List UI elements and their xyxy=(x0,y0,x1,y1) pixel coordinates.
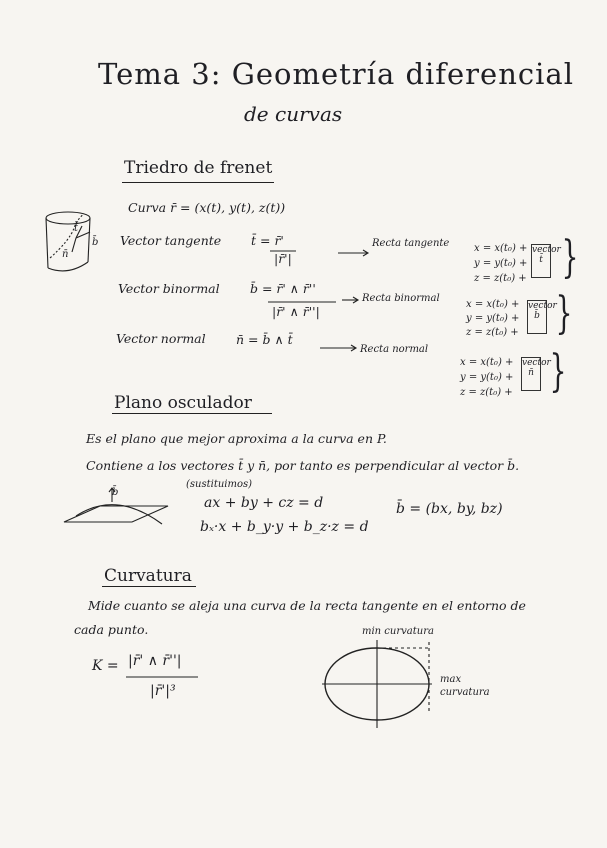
plane-equation: ax + by + cz = d xyxy=(204,495,324,511)
tangent-formula: t̄ = r̄' xyxy=(251,233,284,248)
system-line: z = z(t₀) + xyxy=(474,273,527,284)
system-brace: } xyxy=(549,346,567,397)
system-line: y = y(t₀) + xyxy=(466,313,520,324)
curvatura-description: Mide cuanto se aleja una curva de la recta tangente en el entorno de xyxy=(88,598,526,613)
curve-definition: Curva r̄ = (x(t), y(t), z(t)) xyxy=(128,200,286,215)
sketch-label-t: t̄ xyxy=(74,223,79,234)
normal-vector-box: vector n̄ xyxy=(521,357,541,391)
curvature-denominator: |r̄'|³ xyxy=(150,683,176,699)
max-curvature-label: curvatura xyxy=(440,687,490,698)
system-line: y = y(t₀) + xyxy=(474,258,528,269)
plano-description: Contiene a los vectores t̄ y n̄, por tanto es perpendicular al vector b̄. xyxy=(86,458,520,473)
binormal-components: b̄ = (bx, by, bz) xyxy=(396,501,503,517)
page-title: Tema 3: Geometría diferencial xyxy=(98,57,574,91)
system-line: y = y(t₀) + xyxy=(460,372,514,383)
system-line: z = z(t₀) + xyxy=(460,387,513,398)
system-line: x = x(t₀) + xyxy=(466,299,520,310)
line-arrows xyxy=(320,250,368,351)
plano-note: (sustituimos) xyxy=(186,479,253,490)
system-line: x = x(t₀) + xyxy=(460,357,514,368)
plane-sketch xyxy=(64,488,168,524)
system-brace: } xyxy=(555,288,573,339)
binormal-line-label: Recta binormal xyxy=(362,293,440,304)
binormal-vector-box: vector b̄ xyxy=(527,300,547,334)
section-heading-curvatura: Curvatura xyxy=(104,566,192,586)
sketch-label-b: b̄ xyxy=(92,237,99,248)
binormal-denominator: |r̄' ∧ r̄''| xyxy=(272,304,320,319)
max-curvature-label: max xyxy=(440,674,462,685)
section-heading-plano: Plano osculador xyxy=(114,393,252,413)
system-line: z = z(t₀) + xyxy=(466,327,519,338)
normal-line-label: Recta normal xyxy=(360,344,429,355)
plane-equation-substituted: bₓ·x + b_y·y + b_z·z = d xyxy=(200,519,369,535)
page-subtitle: de curvas xyxy=(244,102,343,126)
binormal-label: Vector binormal xyxy=(118,281,220,296)
ellipse-sketch xyxy=(322,640,432,728)
plano-description: Es el plano que mejor aproxima a la curva en P. xyxy=(86,431,387,446)
sketch-label-n: n̄ xyxy=(62,249,69,260)
binormal-formula: b̄ = r̄' ∧ r̄'' xyxy=(250,281,316,296)
normal-label: Vector normal xyxy=(116,331,206,346)
tangent-label: Vector tangente xyxy=(120,233,222,248)
system-line: x = x(t₀) + xyxy=(474,243,528,254)
min-curvature-label: min curvatura xyxy=(362,626,434,637)
normal-formula: n̄ = b̄ ∧ t̄ xyxy=(236,332,293,347)
tangent-vector-box: vector t̄ xyxy=(531,244,551,278)
curvature-numerator: |r̄' ∧ r̄''| xyxy=(128,653,182,669)
system-brace: } xyxy=(561,232,579,283)
tangent-line-label: Recta tangente xyxy=(372,238,450,249)
frenet-sketch xyxy=(46,212,90,271)
section-heading-triedro: Triedro de frenet xyxy=(124,158,273,178)
plane-sketch-label: b̄ xyxy=(112,487,119,498)
curvatura-description: cada punto. xyxy=(74,622,149,637)
tangent-denominator: |r̄'| xyxy=(274,251,292,266)
curvature-formula-lhs: K = xyxy=(92,658,119,674)
